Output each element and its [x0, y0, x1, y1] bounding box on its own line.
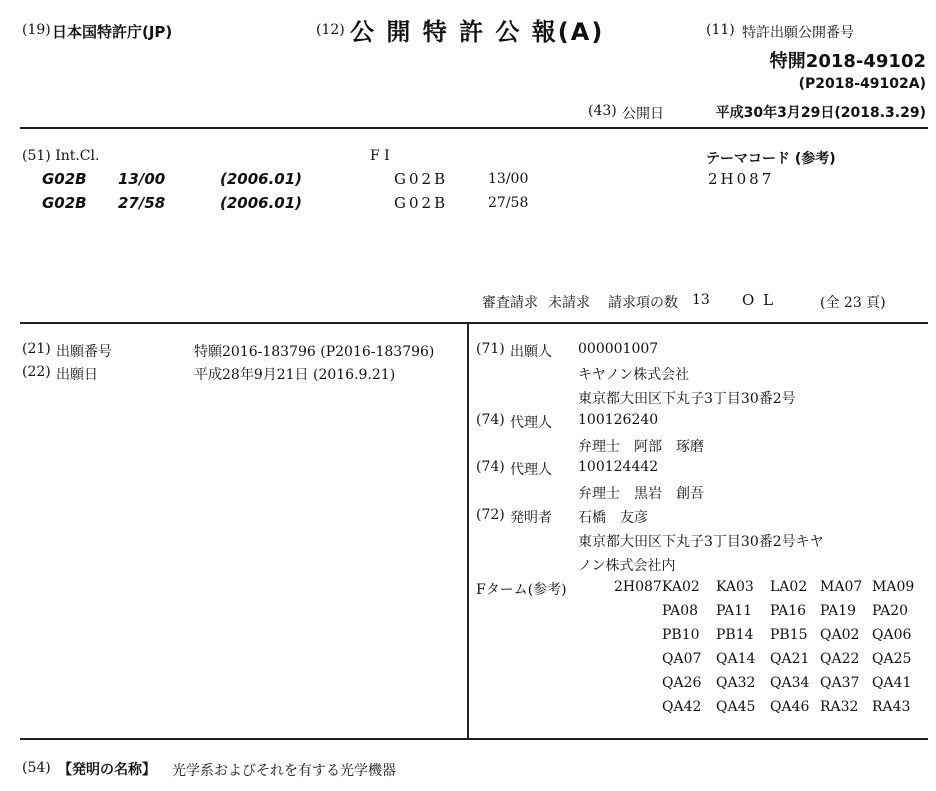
publication-date: 平成30年3月29日(2018.3.29) — [715, 105, 926, 121]
app-date-value: 平成28年9月21日 (2016.9.21) — [194, 367, 396, 383]
fterm-code: RA32 — [820, 698, 859, 715]
date-code: (43) — [588, 103, 617, 119]
fterm-code: QA45 — [716, 698, 756, 715]
fterm-code: PA11 — [716, 602, 753, 619]
fterm-code: QA26 — [662, 674, 702, 691]
kind-title: 公 開 特 許 公 報(A) — [350, 18, 605, 46]
applicant-label: 出願人 — [510, 344, 552, 360]
ipc-version: (2006.01) — [220, 194, 303, 212]
fterm-code: KA03 — [716, 579, 754, 595]
office-name: 日本国特許庁(JP) — [52, 23, 173, 41]
applicant-id: 000001007 — [578, 341, 659, 357]
theme-code: 2H087 — [708, 170, 775, 188]
fterm-code: QA37 — [820, 674, 860, 691]
ipc-group: 27/58 — [118, 194, 166, 212]
fterm-code: QA21 — [770, 650, 810, 667]
app-number-code: (21) — [22, 341, 51, 357]
kind-code: (12) — [316, 22, 345, 38]
applicant-name: キヤノン株式会社 — [578, 367, 690, 383]
title-value: 光学系およびそれを有する光学機器 — [172, 763, 396, 779]
claims-label: 請求項の数 — [608, 295, 678, 311]
pubno-label: 特許出願公開番号 — [742, 25, 854, 41]
fterm-code: LA02 — [770, 579, 808, 595]
section-divider — [20, 322, 928, 324]
fterm-code: PA16 — [770, 602, 807, 619]
fterm-code: PB14 — [716, 626, 754, 643]
fterm-label: Fターム(参考) — [476, 582, 567, 598]
agent-id: 100126240 — [578, 412, 659, 428]
agent-label: 代理人 — [510, 415, 552, 431]
column-divider — [467, 322, 469, 738]
publication-number: 特開2018-49102 — [769, 51, 926, 72]
title-label: 【発明の名称】 — [58, 762, 156, 778]
inventor-label: 発明者 — [510, 510, 552, 526]
fi-group: 27/58 — [488, 195, 529, 211]
theme-code-label: テーマコード (参考) — [706, 151, 836, 167]
agent-code: (74) — [476, 412, 505, 428]
agent-name: 弁理士 阿部 琢磨 — [578, 439, 704, 455]
applicant-address: 東京都大田区下丸子3丁目30番2号 — [578, 391, 796, 407]
fterm-code: QA42 — [662, 698, 702, 715]
agent-id: 100124442 — [578, 459, 659, 475]
footer-divider — [20, 738, 928, 740]
fterm-code: PA20 — [872, 602, 909, 619]
publication-number-alt: (P2018-49102A) — [798, 76, 926, 92]
ipc-version: (2006.01) — [220, 170, 303, 188]
fterm-code: MA09 — [872, 579, 915, 595]
agent-code: (74) — [476, 459, 505, 475]
fterm-code: PB15 — [770, 626, 808, 643]
fterm-code: QA32 — [716, 674, 756, 691]
inventor-address: ノン株式会社内 — [578, 558, 676, 574]
fterm-theme: 2H087 — [614, 579, 662, 595]
fterm-code: QA34 — [770, 674, 810, 691]
fi-code: G02B — [394, 170, 449, 188]
inventor-address: 東京都大田区下丸子3丁目30番2号キヤ — [578, 534, 824, 550]
ipc-code: G02B — [42, 170, 87, 188]
app-date-code: (22) — [22, 364, 51, 380]
fi-code: G02B — [394, 194, 449, 212]
agent-label: 代理人 — [510, 462, 552, 478]
fterm-code: PA19 — [820, 602, 857, 619]
intcl-label: (51) Int.Cl. — [22, 148, 100, 164]
ipc-group: 13/00 — [118, 170, 166, 188]
fterm-code: RA43 — [872, 698, 911, 715]
fi-group: 13/00 — [488, 171, 529, 187]
office-code: (19) — [22, 22, 51, 38]
title-code: (54) — [22, 760, 51, 776]
agent-name: 弁理士 黒岩 創吾 — [578, 486, 704, 502]
fterm-code: QA25 — [872, 650, 912, 667]
fterm-code: MA07 — [820, 579, 863, 595]
app-date-label: 出願日 — [56, 367, 98, 383]
fterm-code: PB10 — [662, 626, 700, 643]
header-divider — [20, 127, 928, 129]
app-number-value: 特願2016-183796 (P2016-183796) — [194, 344, 435, 360]
ol-mark: O L — [742, 291, 776, 309]
fterm-code: QA41 — [872, 674, 912, 691]
fi-label: F I — [370, 148, 390, 164]
fterm-code: KA02 — [662, 579, 700, 595]
fterm-code: QA22 — [820, 650, 860, 667]
inventor-name: 石橋 友彦 — [578, 510, 648, 526]
pubno-code: (11) — [706, 22, 735, 38]
fterm-code: QA14 — [716, 650, 756, 667]
exam-value: 未請求 — [548, 295, 590, 311]
fterm-code: PA08 — [662, 602, 699, 619]
app-number-label: 出願番号 — [56, 344, 112, 360]
inventor-code: (72) — [476, 507, 505, 523]
fterm-code: QA02 — [820, 626, 860, 643]
date-label: 公開日 — [622, 106, 664, 122]
claims-count: 13 — [692, 292, 710, 308]
exam-label: 審査請求 — [482, 295, 538, 311]
ipc-code: G02B — [42, 194, 87, 212]
fterm-code: QA07 — [662, 650, 702, 667]
fterm-code: QA46 — [770, 698, 810, 715]
page-count: (全 23 頁) — [820, 295, 886, 311]
applicant-code: (71) — [476, 341, 505, 357]
fterm-code: QA06 — [872, 626, 912, 643]
